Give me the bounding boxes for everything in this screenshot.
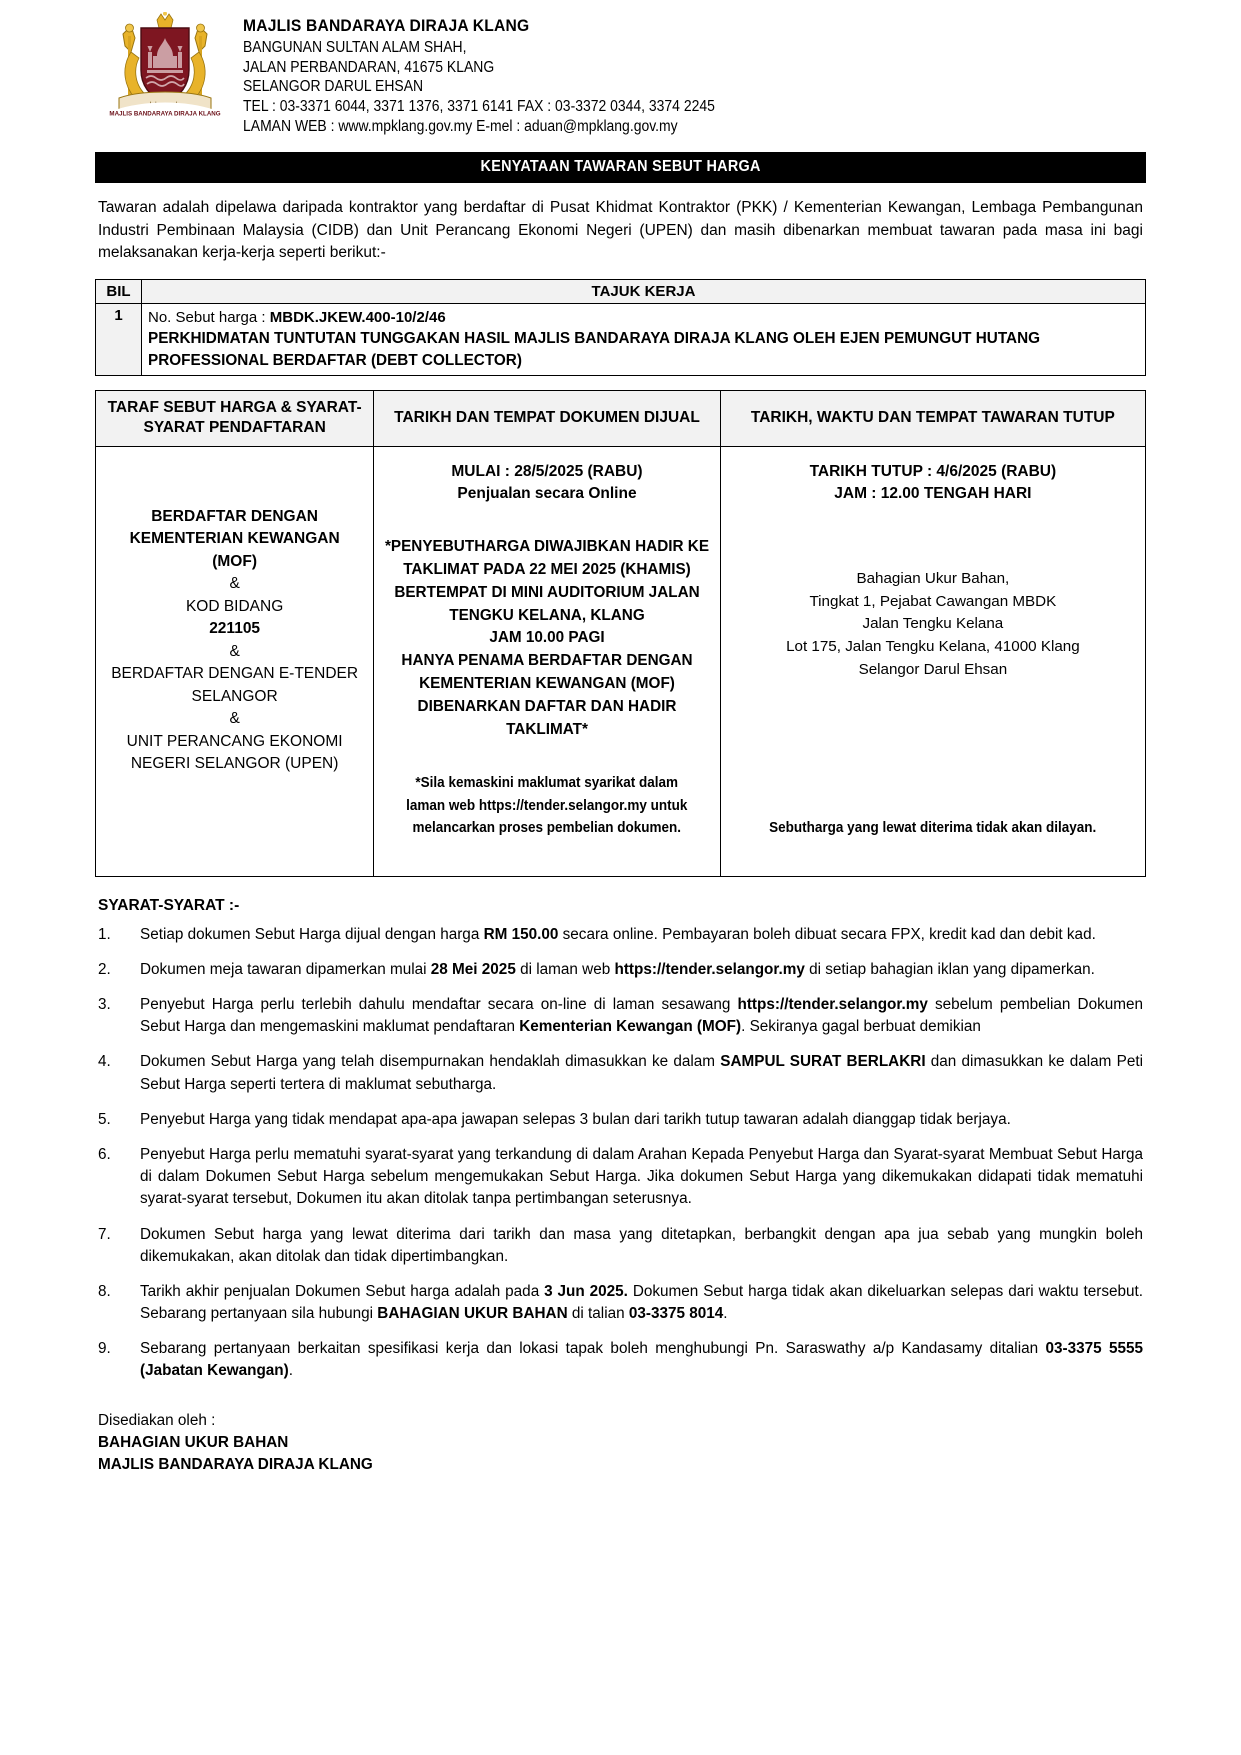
reg-line-etender-selangor: BERDAFTAR DENGAN E-TENDER SELANGOR xyxy=(111,665,359,705)
plain-text: Sebarang pertanyaan berkaitan spesifikasi kerja dan lokasi tapak boleh menghubungi Pn. Saraswathy a/p Kandasamy ditalian xyxy=(140,1340,1046,1358)
emphasised-text: BAHAGIAN UKUR BAHAN xyxy=(377,1305,568,1323)
plain-text: . xyxy=(723,1305,728,1323)
company-info-update-note-text: *Sila kemaskini maklumat syarikat dalam laman web https://tender.selangor.my untuk melancarkan proses pembelian dokumen. xyxy=(406,774,688,837)
list-item-text xyxy=(140,1338,1143,1382)
plain-text: . Sekiranya gagal berbuat demikian xyxy=(741,1018,981,1036)
table-row xyxy=(96,303,1146,375)
reg-ampersand-1: & xyxy=(229,575,240,593)
emphasised-text: RM 150.00 xyxy=(483,925,559,943)
list-item-text xyxy=(140,924,1143,946)
quotation-reference-line xyxy=(148,307,1139,328)
plain-text: Setiap dokumen Sebut Harga dijual dengan harga xyxy=(140,925,484,943)
column-header-tarikh-waktu-tutup: TARIKH, WAKTU DAN TEMPAT TAWARAN TUTUP xyxy=(720,390,1145,446)
plain-text: di setiap bahagian iklan yang dipamerkan. xyxy=(804,960,1095,978)
svg-text:MAJLIS BANDARAYA DIRAJA KLANG: MAJLIS BANDARAYA DIRAJA KLANG xyxy=(109,110,221,118)
quotation-reference-number: MBDK.JKEW.400-10/2/46 xyxy=(269,308,446,326)
list-item-number: 3. xyxy=(98,996,111,1014)
registration-requirements-cell xyxy=(96,446,374,876)
closing-address-line-2: Tingkat 1, Pejabat Cawangan MBDK xyxy=(809,592,1057,610)
conditions-list xyxy=(98,924,1143,1383)
list-item-text xyxy=(140,1224,1143,1268)
list-item-text xyxy=(140,1144,1143,1211)
job-title-text: PERKHIDMATAN TUNTUTAN TUNGGAKAN HASIL MAJLIS BANDARAYA DIRAJA KLANG OLEH EJEN PEMUNGUT HUTANG PROFESSIONAL BERDAFTAR (DEBT COLLECTOR) xyxy=(148,330,1041,369)
plain-text: . xyxy=(288,1362,293,1380)
column-header-tajuk-kerja: TAJUK KERJA xyxy=(142,279,1146,303)
late-submission-note xyxy=(731,817,1135,840)
closing-date-place-cell xyxy=(720,446,1145,876)
emphasised-text: https://tender.selangor.my xyxy=(737,996,928,1014)
list-item xyxy=(98,1051,1143,1095)
plain-text: di laman web xyxy=(515,960,615,978)
list-item-text xyxy=(140,1051,1143,1095)
briefing-attendance-rule: HANYA PENAMA BERDAFTAR DENGAN KEMENTERIAN KEWANGAN (MOF) DIBENARKAN DAFTAR DAN HADIR TAKLIMAT* xyxy=(401,652,693,739)
job-table-container xyxy=(0,265,1241,376)
intro-text: Tawaran adalah dipelawa daripada kontraktor yang berdaftar di Pusat Khidmat Kontraktor (PKK) / Kementerian Kewangan, Lembaga Pembangunan Industri Pembinaan Malaysia (CIDB) dan Unit Perancang Ekonomi Negeri (UPEN) dan masih dibenarkan membuat tawaran pada masa ini bagi melaksanakan kerja-kerja seperti berikut:- xyxy=(98,199,1143,262)
detail-table-container xyxy=(0,376,1241,877)
plain-text: Dokumen meja tawaran dipamerkan mulai xyxy=(140,960,431,978)
reg-line-upen: UNIT PERANCANG EKONOMI NEGERI SELANGOR (UPEN) xyxy=(126,732,343,773)
plain-text: Penyebut Harga perlu terlebih dahulu mendaftar secara on-line di laman sesawang xyxy=(140,996,738,1014)
briefing-block xyxy=(384,536,710,742)
column-header-tarikh-tempat-dijual: TARIKH DAN TEMPAT DOKUMEN DIJUAL xyxy=(374,390,721,446)
conditions-section xyxy=(0,877,1241,1383)
reg-line-kementerian-kewangan: KEMENTERIAN KEWANGAN (MOF) xyxy=(129,530,340,570)
sale-mode: Penjualan secara Online xyxy=(457,485,637,503)
closing-address-line-3: Jalan Tengku Kelana xyxy=(862,615,1004,633)
list-item-number: 2. xyxy=(98,960,111,978)
list-item xyxy=(98,1144,1143,1211)
address-line-2: JALAN PERBANDARAN, 41675 KLANG xyxy=(243,58,495,76)
list-item-text xyxy=(140,994,1143,1038)
contact-phone-fax: TEL : 03-3371 6044, 3371 1376, 3371 6141 FAX : 03-3372 0344, 3374 2245 xyxy=(243,98,715,116)
late-submission-note-text: Sebutharga yang lewat diterima tidak akan dilayan. xyxy=(769,819,1097,837)
closing-address-line-4: Lot 175, Jalan Tengku Kelana, 41000 Klang xyxy=(786,638,1080,656)
emphasised-text: 28 Mei 2025 xyxy=(430,960,516,978)
organisation-name: MAJLIS BANDARAYA DIRAJA KLANG xyxy=(243,16,530,35)
document-title: KENYATAAN TAWARAN SEBUT HARGA xyxy=(480,158,761,176)
emphasised-text: https://tender.selangor.my xyxy=(614,960,805,978)
plain-text: Penyebut Harga yang tidak mendapat apa-apa jawapan selepas 3 bulan dari tarikh tutup tawaran adalah dianggap tidak berjaya. xyxy=(140,1110,1011,1128)
intro-paragraph xyxy=(0,183,1241,264)
plain-text: secara online. Pembayaran boleh dibuat secara FPX, kredit kad dan debit kad. xyxy=(558,925,1096,943)
coat-of-arms-icon xyxy=(95,10,235,120)
job-table xyxy=(95,279,1146,376)
plain-text: di talian xyxy=(567,1305,629,1323)
sale-start-block xyxy=(384,461,710,506)
letterhead xyxy=(0,0,1241,136)
column-header-bil: BIL xyxy=(96,279,142,303)
company-info-update-note xyxy=(384,772,710,840)
briefing-requirement: *PENYEBUTHARGA DIWAJIBKAN HADIR KE TAKLIMAT PADA 22 MEI 2025 (KHAMIS) BERTEMPAT DI MINI AUDITORIUM JALAN TENGKU KELANA, KLANG xyxy=(384,537,710,624)
document-footer xyxy=(0,1396,1241,1517)
job-table-header-row xyxy=(96,279,1146,303)
list-item-number: 6. xyxy=(98,1145,111,1163)
reg-line-kod-bidang: KOD BIDANG xyxy=(185,597,284,615)
list-item xyxy=(98,1109,1143,1131)
emphasised-text: 03-3375 5555 (Jabatan Kewangan) xyxy=(140,1340,1143,1380)
list-item-number: 1. xyxy=(98,925,111,943)
list-item-text xyxy=(140,1109,1143,1131)
plain-text: Penyebut Harga perlu mematuhi syarat-syarat yang terkandung di dalam Arahan Kepada Penyebut Harga dan Syarat-syarat Membuat Sebut Harga di dalam Dokumen Sebut Harga sebelum mengemukakan Sebut Harga. Jika dokumen Sebut Harga yang dikemukakan didapati tidak mematuhi syarat-syarat tersebut, Dokumen itu akan ditolak tanpa pertimbangan seterusnya. xyxy=(140,1145,1143,1208)
list-item-number: 7. xyxy=(98,1225,111,1243)
list-item-number: 9. xyxy=(98,1340,111,1358)
list-item-text xyxy=(140,959,1143,981)
emphasised-text: 3 Jun 2025. xyxy=(544,1282,628,1300)
closing-time: JAM : 12.00 TENGAH HARI xyxy=(834,485,1032,503)
closing-date: TARIKH TUTUP : 4/6/2025 (RABU) xyxy=(809,462,1057,480)
banner-container xyxy=(0,136,1241,183)
list-item xyxy=(98,1338,1143,1382)
prepared-by-label: Disediakan oleh : xyxy=(98,1411,216,1429)
footer-department: BAHAGIAN UKUR BAHAN xyxy=(98,1433,289,1451)
plain-text: dan dimasukkan ke dalam Peti Sebut Harga seperti tertera di maklumat sebutharga. xyxy=(140,1053,1143,1093)
list-item-number: 8. xyxy=(98,1282,111,1300)
plain-text: Dokumen Sebut harga yang lewat diterima dari tarikh dan masa yang ditetapkan, berbangkit dengan apa jua sebab yang mungkin boleh dikemukakan, akan ditolak dan tidak dipertimbangkan. xyxy=(140,1225,1143,1265)
reg-line-berdaftar-dengan: BERDAFTAR DENGAN xyxy=(151,507,318,525)
detail-table-header-row xyxy=(96,390,1146,446)
document-title-banner xyxy=(95,152,1146,183)
closing-block xyxy=(731,461,1135,506)
closing-address-line-5: Selangor Darul Ehsan xyxy=(858,660,1008,678)
list-item-text xyxy=(140,1281,1143,1325)
detail-table-body-row xyxy=(96,446,1146,876)
quotation-reference-label: No. Sebut harga : xyxy=(148,308,270,326)
list-item xyxy=(98,959,1143,981)
reg-kod-bidang-code: 221105 xyxy=(209,620,261,638)
emphasised-text: 03-3375 8014 xyxy=(628,1305,724,1323)
sale-start-date: MULAI : 28/5/2025 (RABU) xyxy=(451,462,643,480)
briefing-time: JAM 10.00 PAGI xyxy=(489,629,605,647)
footer-organisation: MAJLIS BANDARAYA DIRAJA KLANG xyxy=(98,1455,373,1473)
detail-table xyxy=(95,390,1146,877)
list-item xyxy=(98,924,1143,946)
conditions-title: SYARAT-SYARAT :- xyxy=(98,896,240,914)
list-item xyxy=(98,1281,1143,1325)
emphasised-text: Kementerian Kewangan (MOF) xyxy=(519,1018,742,1036)
emphasised-text: SAMPUL SURAT BERLAKRI xyxy=(720,1053,926,1071)
list-item xyxy=(98,1224,1143,1268)
registration-requirements-block xyxy=(106,506,363,776)
reg-ampersand-2: & xyxy=(229,642,240,660)
address-line-3: SELANGOR DARUL EHSAN xyxy=(243,78,424,96)
closing-address-block xyxy=(731,568,1135,682)
sale-date-place-cell xyxy=(374,446,721,876)
plain-text: Dokumen Sebut Harga yang telah disempurnakan hendaklah dimasukkan ke dalam xyxy=(140,1053,721,1071)
plain-text: sebelum pembelian Dokumen Sebut Harga dan mengemaskini maklumat pendaftaran xyxy=(140,996,1143,1036)
list-item-number: 5. xyxy=(98,1110,111,1128)
list-item xyxy=(98,994,1143,1038)
job-description-cell xyxy=(142,303,1146,375)
reg-ampersand-3: & xyxy=(229,710,240,728)
plain-text: Tarikh akhir penjualan Dokumen Sebut harga adalah pada xyxy=(140,1282,545,1300)
column-header-taraf-syarat: TARAF SEBUT HARGA & SYARAT-SYARAT PENDAFTARAN xyxy=(96,390,374,446)
plain-text: Dokumen Sebut harga tidak akan dikeluarkan selepas dari waktu tersebut. Sebarang pertanyaan sila hubungi xyxy=(140,1282,1144,1323)
row-number: 1 xyxy=(96,303,142,375)
closing-address-line-1: Bahagian Ukur Bahan, xyxy=(856,569,1010,587)
address-line-1: BANGUNAN SULTAN ALAM SHAH, xyxy=(243,39,467,56)
contact-web-email: LAMAN WEB : www.mpklang.gov.my E-mel : aduan@mpklang.gov.my xyxy=(243,117,678,135)
list-item-number: 4. xyxy=(98,1053,111,1071)
